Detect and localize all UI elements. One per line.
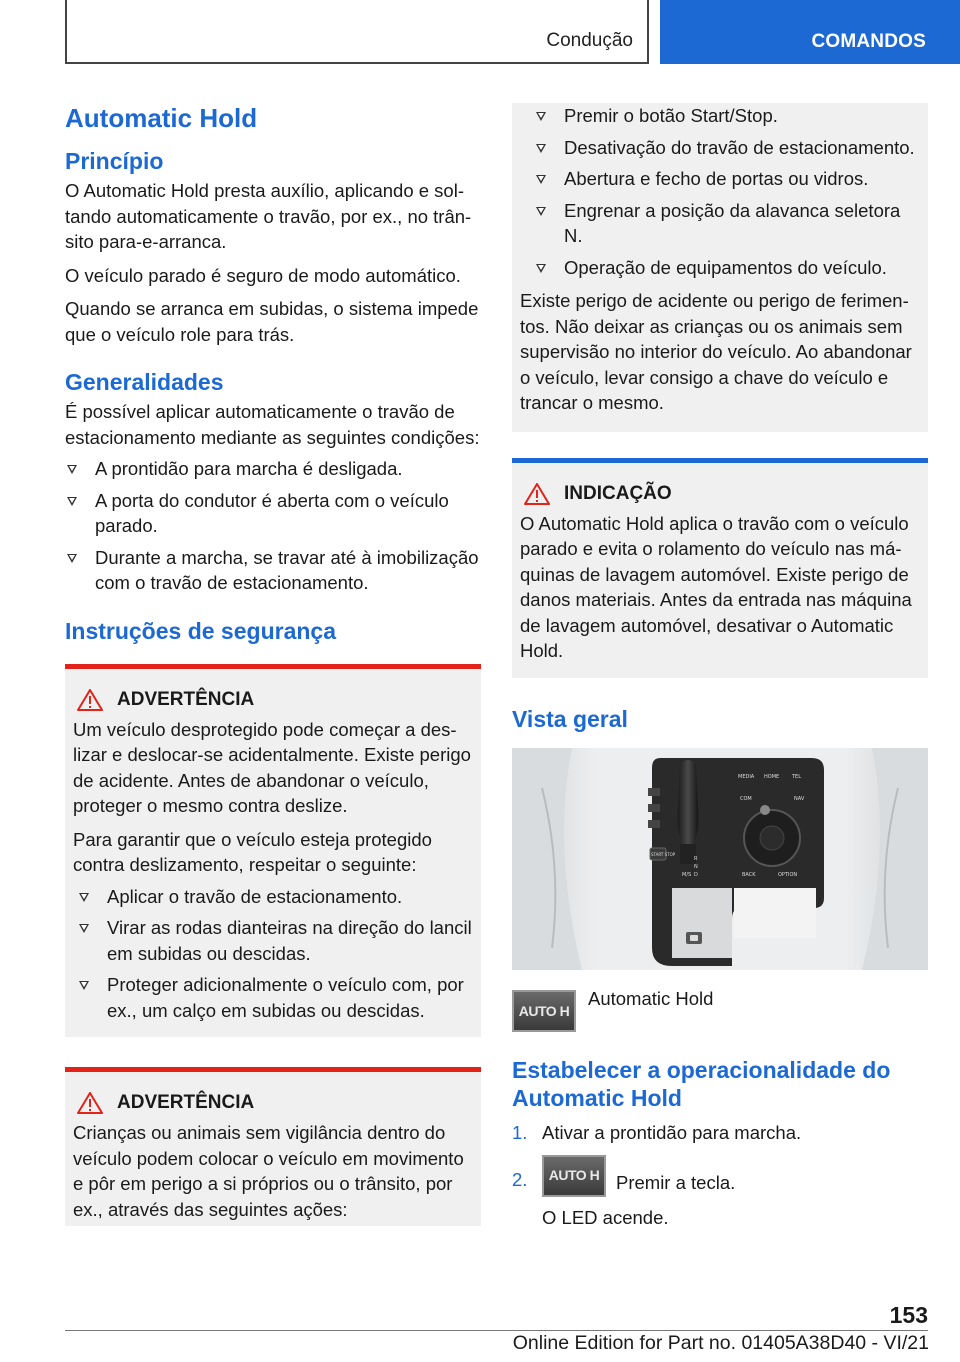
step-item: 1. Ativar a prontidão para marcha. xyxy=(512,1121,802,1143)
principle-p3: Quando se arranca em subidas, o sistema impede que o veículo role para trás. xyxy=(65,298,479,345)
warning-box xyxy=(65,664,481,1038)
warning-box-2-continued xyxy=(512,103,928,432)
warning2-list xyxy=(534,103,920,280)
svg-text:COM: COM xyxy=(740,795,752,802)
list-item: Abertura e fecho de portas ou vidros. xyxy=(534,166,920,192)
list-item: Desativação do travão de estacionamento. xyxy=(534,135,920,161)
page-number: 153 xyxy=(889,1302,928,1328)
overview-heading: Vista geral xyxy=(512,705,628,732)
footer-divider xyxy=(65,1330,928,1331)
list-item: Premir o botão Start/Stop. xyxy=(534,103,920,129)
bullet-triangle-icon xyxy=(67,554,77,563)
bullet-triangle-icon xyxy=(536,112,546,121)
auto-hold-button-icon: AUTO H xyxy=(542,1155,606,1197)
svg-text:M/S: M/S xyxy=(682,871,692,878)
bullet-triangle-icon xyxy=(536,264,546,273)
note-p1: O Automatic Hold aplica o travão com o veículo parado e evita o rolamento do veículo nas máquinas de lavagem automóvel. Existe perigo de danos materiais. Antes da entrada nas máquina de lavagem automóvel, desativar o Automatic Hold. xyxy=(520,512,912,661)
general-intro: É possível aplicar automaticamente o travão de estacionamento mediante as seguintes condições: xyxy=(65,401,480,448)
principle-p2: O veículo parado é seguro de modo automático. xyxy=(65,264,461,286)
warning-label: ADVERTÊNCIA xyxy=(117,1092,255,1113)
bullet-triangle-icon xyxy=(79,893,89,902)
bullet-triangle-icon xyxy=(536,175,546,184)
list-item: A prontidão para marcha é desligada. xyxy=(65,456,481,482)
warning2-p2: Existe perigo de acidente ou perigo de ferimentos. Não deixar as crianças ou os animais sem supervisão no interior do veículo. Ao abandonar o veículo, levar consigo a chave do veículo e trancar o mesmo. xyxy=(520,290,912,413)
center-console-illustration xyxy=(512,748,928,970)
establish-steps xyxy=(512,1120,928,1231)
bullet-triangle-icon xyxy=(79,981,89,990)
footer-edition: Online Edition for Part no. 01405A38D40 - VI/21 xyxy=(512,1332,929,1354)
svg-text:NAV: NAV xyxy=(794,795,805,802)
chapter-tab[interactable] xyxy=(65,0,649,64)
list-item: Durante a marcha, se travar até à imobilização com o travão de estacionamento. xyxy=(65,545,481,596)
auto-hold-button-row xyxy=(512,987,928,1032)
bullet-triangle-icon xyxy=(536,144,546,153)
svg-text:OPTION: OPTION xyxy=(778,871,798,878)
principle-p1: O Automatic Hold presta auxílio, aplicando e soltando automaticamente o travão, por ex., no trânsito para-e-arranca. xyxy=(65,180,472,252)
warning-p2: Para garantir que o veículo esteja protegido contra deslizamento, respeitar o seguinte: xyxy=(73,828,432,875)
list-item: Operação de equipamentos do veículo. xyxy=(534,255,920,281)
general-heading: Generalidades xyxy=(65,369,224,395)
list-item: Aplicar o travão de estacionamento. xyxy=(77,884,473,910)
svg-text:N: N xyxy=(694,863,698,870)
warning-triangle-icon xyxy=(524,483,550,505)
svg-text:R: R xyxy=(694,855,698,862)
svg-text:MEDIA: MEDIA xyxy=(738,773,755,780)
warning-list xyxy=(77,884,473,1024)
section-tab[interactable] xyxy=(660,0,960,64)
warning-label: ADVERTÊNCIA xyxy=(117,688,255,710)
chapter-label: Condução xyxy=(546,30,633,51)
note-label: INDICAÇÃO xyxy=(564,482,672,504)
auto-hold-button-icon: AUTO H xyxy=(512,990,576,1032)
bullet-triangle-icon xyxy=(67,465,77,474)
warning-p1: Um veículo desprotegido pode começar a deslizar e deslocar-se acidentalmente. Existe perigo de acidente. Antes de abandonar o veículo, proteger o mesmo contra deslize. xyxy=(73,718,471,816)
establish-heading: Estabelecer a operacionalidade do Automatic Hold xyxy=(512,1056,891,1111)
auto-hold-caption: Automatic Hold xyxy=(588,987,714,1009)
list-item: Virar as rodas dianteiras na direção do lancil em subidas ou descidas. xyxy=(77,915,473,966)
page-title: Automatic Hold xyxy=(65,103,258,133)
bullet-triangle-icon xyxy=(79,924,89,933)
list-item: A porta do condutor é aberta com o veículo parado. xyxy=(65,488,481,539)
note-box xyxy=(512,458,928,678)
step-item: 2. AUTO H Premir a tecla. O LED acende. xyxy=(512,1155,928,1231)
general-list xyxy=(65,456,481,596)
console-image xyxy=(512,748,928,970)
left-column xyxy=(65,100,481,1226)
list-item: Proteger adicionalmente o veículo com, por ex., um calço em subidas ou descidas. xyxy=(77,972,473,1023)
svg-text:D: D xyxy=(694,871,698,878)
principle-heading: Princípio xyxy=(65,148,164,174)
bullet-triangle-icon xyxy=(536,207,546,216)
safety-heading: Instruções de segurança xyxy=(65,617,336,644)
warning-triangle-icon xyxy=(77,1092,103,1114)
right-column xyxy=(512,103,928,1231)
section-label: COMANDOS xyxy=(811,31,926,52)
warning-triangle-icon xyxy=(77,689,103,711)
bullet-triangle-icon xyxy=(67,497,77,506)
svg-text:BACK: BACK xyxy=(742,871,756,878)
svg-text:HOME: HOME xyxy=(764,773,780,780)
warning-box-2 xyxy=(65,1067,481,1226)
step-result: O LED acende. xyxy=(542,1207,669,1228)
svg-text:TEL: TEL xyxy=(792,773,801,780)
warning2-p1: Crianças ou animais sem vigilância dentro do veículo podem colocar o veículo em movimento e pôr em perigo a si próprios ou o trânsito, por ex., através das seguintes ações: xyxy=(73,1122,464,1220)
list-item: Engrenar a posição da alavanca seletora N. xyxy=(534,198,920,249)
svg-text:START STOP: START STOP xyxy=(651,851,676,857)
